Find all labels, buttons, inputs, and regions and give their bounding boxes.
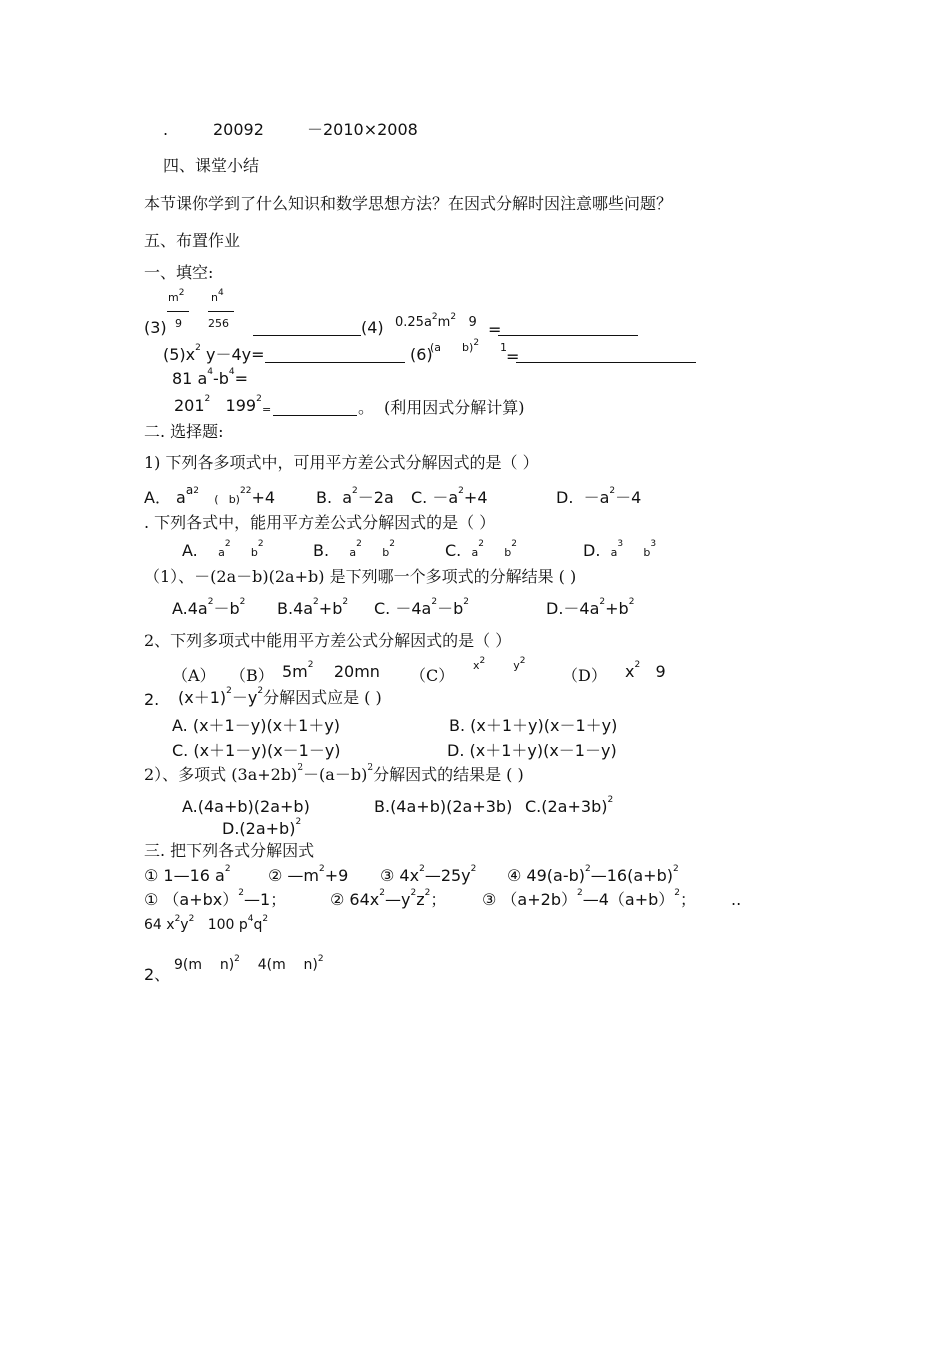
frac4-bar — [208, 311, 234, 312]
q8-note: (利用因式分解计算) — [384, 398, 525, 417]
section-5-title: 五、布置作业 — [144, 231, 241, 250]
q6-blank — [516, 362, 696, 363]
s6-option-a: A.(4a+b)(2a+b) — [182, 797, 310, 816]
s5-question: $(x+1)^2-y^2$分解因式应是 ( ) — [178, 686, 382, 707]
s1-option-a: A． $a^{a2}$ ( b)$^{22}$+4 — [144, 483, 276, 507]
factor-title: 三. 把下列各式分解因式 — [144, 841, 315, 860]
s5-option-d: D. (x＋1＋y)(x－1－y) — [447, 741, 617, 760]
f1-item-2: ② $—m^2+9$ — [268, 864, 349, 885]
line1-dot: . — [163, 120, 169, 139]
q5-expression: $(5)x^2$ y－4y= — [163, 343, 265, 364]
f2-dots: .. — [731, 890, 742, 909]
s4-option-b-label: （B） — [230, 666, 274, 685]
q5-blank — [265, 362, 405, 363]
f1-item-3: ③ $4x^2—25y^2$ — [380, 864, 477, 885]
q4-expression: $0.25a^2m^2$ 9 — [395, 312, 477, 330]
s1-option-d: D. $-a^2-4$ — [556, 486, 642, 507]
q4-blank — [498, 335, 638, 336]
q7-expression: 81 $a^4-b^4=$ — [172, 367, 249, 388]
s4-option-c-label: （C） — [410, 666, 455, 685]
line1-number: 20092 — [213, 120, 264, 139]
f3-expression: 64 $x^2y^2$ 100 $p^4q^2$ — [144, 914, 269, 933]
frac3-bar — [167, 311, 189, 312]
q4-equals: = — [488, 320, 502, 339]
section-4-question: 本节课你学到了什么知识和数学思想方法？在因式分解时因注意哪些问题？ — [144, 194, 673, 213]
f2-item-2: ② $64x^2—y^2z^2$； — [330, 888, 447, 909]
q3-label: (3) — [144, 318, 167, 337]
select-title: 二. 选择题: — [144, 422, 224, 441]
q8-equals: = — [262, 403, 272, 416]
s1-question: 1) 下列各多项式中，可用平方差公式分解因式的是（ ） — [144, 453, 539, 472]
s6-option-c: $C.(2a+3b)^2$ — [525, 795, 614, 816]
s4-option-b: $5m^2$ 20mn — [282, 660, 380, 681]
q4-label: (4) — [361, 318, 384, 337]
frac3-numerator: $m^2$ — [168, 288, 185, 304]
s4-option-a: （A） — [172, 666, 216, 685]
s6-option-d: $D.(2a+b)^2$ — [222, 817, 302, 838]
f2-item-1: ① $(a+bx)^2—1$； — [144, 888, 287, 909]
s6-option-b: B.(4a+b)(2a+3b) — [374, 797, 513, 816]
s6-question: 2）、多项式 $(3a+2b)^2-(a-b)^2$分解因式的结果是 ( ) — [144, 763, 524, 784]
s2-option-b: B. $a^2$ $b^2$ — [313, 539, 395, 560]
frac4-denominator: 256 — [208, 317, 229, 330]
f1-item-4: ④ $49(a-b)^2—16(a+b)^2$ — [507, 864, 679, 885]
f4-number: 2、 — [144, 965, 171, 984]
s4-question: 2、下列多项式中能用平方差公式分解因式的是（ ） — [144, 631, 512, 650]
q6-label: (6) — [410, 345, 433, 364]
f4-expression: 9(m n)$^2$ 4(m n)$^2$ — [174, 954, 324, 973]
s5-number: 2. — [144, 690, 160, 709]
s2-option-d: D. $a^3$ $b^3$ — [583, 539, 657, 560]
s5-option-a: A. (x＋1－y)(x＋1＋y) — [172, 716, 341, 735]
s5-option-c: C. (x＋1－y)(x－1－y) — [172, 741, 341, 760]
q8-expression: $201^2$ $199^2$ — [174, 394, 262, 415]
s4-option-d-label: （D） — [562, 666, 607, 685]
q8-blank — [273, 415, 357, 416]
q6-expression: (a b)$^2$ 1 — [430, 338, 508, 354]
s3-option-a: $A.4a^2-b^2$ — [172, 597, 246, 618]
f1-item-1: ① 1—16 $a^2$ — [144, 864, 231, 885]
s2-option-c: C. $a^2$ $b^2$ — [445, 539, 517, 560]
s3-option-c: C. $-4a^2-b^2$ — [374, 597, 469, 618]
s1-option-b: B. $a^2-2a$ — [316, 486, 394, 507]
s3-option-b: $B.4a^2+b^2$ — [277, 597, 349, 618]
line1-expr: －2010×2008 — [307, 120, 418, 139]
s3-option-d: $D.-4a^2+b^2$ — [546, 597, 635, 618]
q6-equals: = — [506, 347, 520, 366]
q8-period: 。 — [358, 398, 375, 417]
frac4-numerator: $n^4$ — [211, 288, 224, 304]
s5-option-b: B. (x＋1＋y)(x－1＋y) — [449, 716, 618, 735]
s2-option-a: A. $a^2$ $b^2$ — [182, 539, 264, 560]
s4-option-c: $x^2$ $y^2$ — [473, 656, 526, 672]
s1-option-c: C. $-a^2+4$ — [411, 486, 488, 507]
section-4-title: 四、课堂小结 — [163, 156, 260, 175]
frac3-denominator: 9 — [175, 317, 182, 330]
f2-item-3: ③ $(a+2b)^2—4(a+b)^2$； — [482, 888, 697, 909]
s2-question: . 下列各式中，能用平方差公式分解因式的是（ ） — [144, 513, 496, 532]
q3-blank — [253, 335, 361, 336]
s3-question: （1）、－(2a－b)(2a+b) 是下列哪一个多项式的分解结果 ( ) — [144, 567, 577, 586]
fill-title: 一、填空: — [144, 263, 214, 282]
s4-option-d: $x^2$ 9 — [625, 660, 666, 681]
